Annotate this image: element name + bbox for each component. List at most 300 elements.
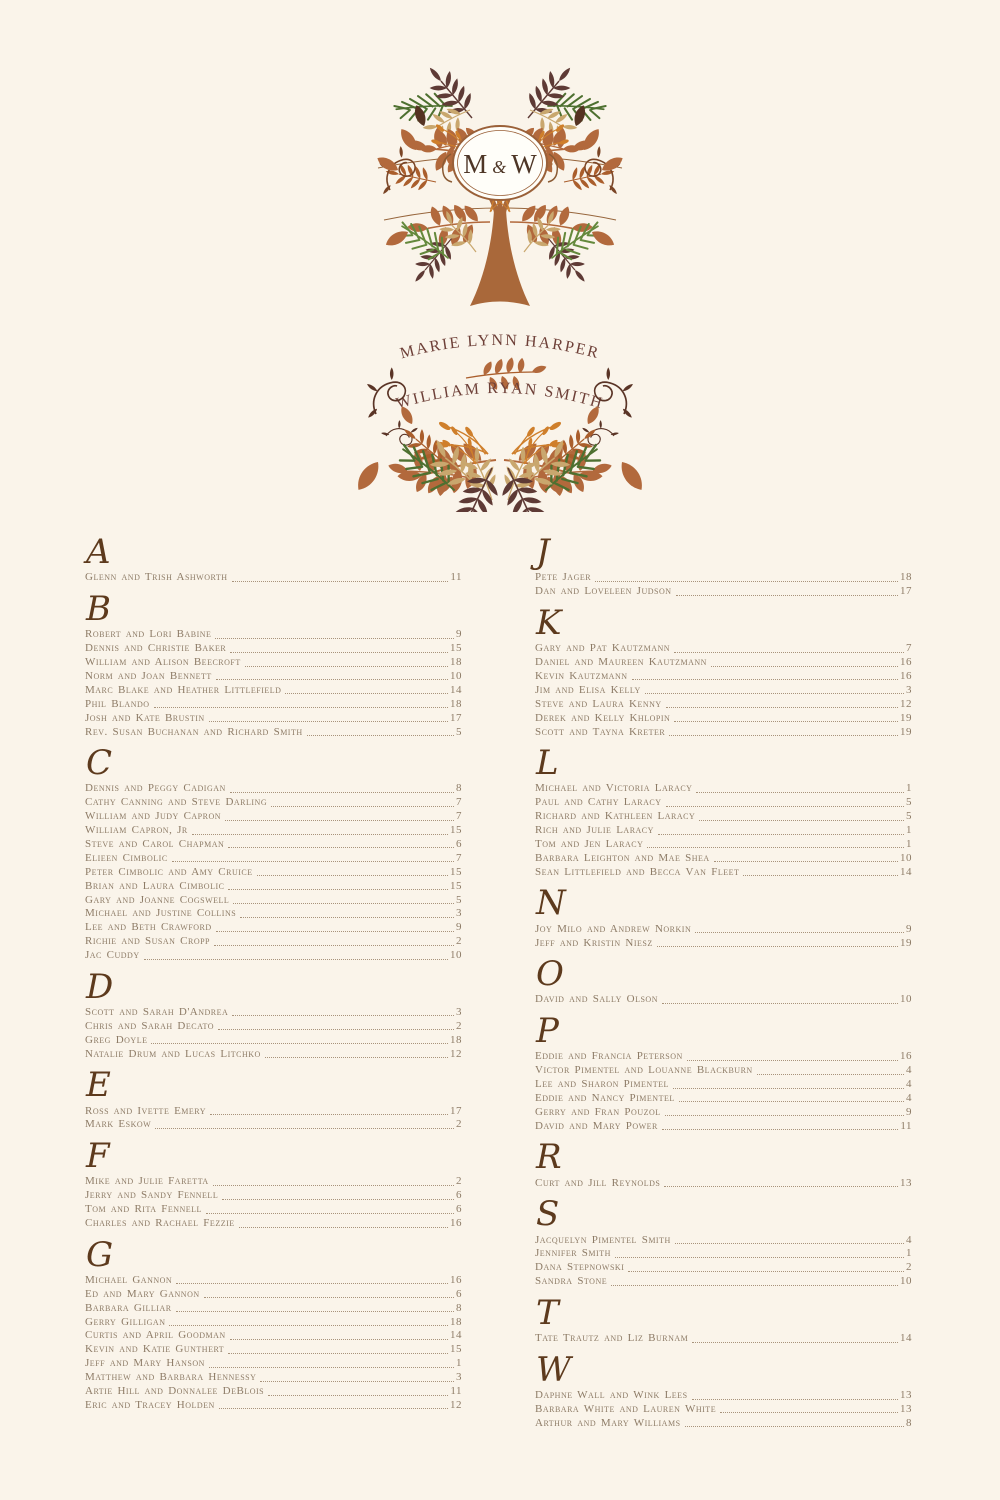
- dotted-leader: [228, 847, 454, 848]
- table-number: 7: [456, 851, 462, 864]
- guest-row: [85, 710, 462, 724]
- section-j: [535, 532, 912, 598]
- guest-name: Jeff and Kristin Niesz: [535, 936, 653, 949]
- guest-row: [535, 696, 912, 710]
- table-number: 16: [450, 1217, 462, 1229]
- guest-row: [85, 864, 462, 878]
- dotted-leader: [209, 721, 448, 722]
- guest-row: [85, 655, 462, 669]
- dotted-leader: [679, 1101, 904, 1102]
- guest-row: [85, 682, 462, 696]
- dotted-leader: [192, 834, 448, 835]
- guest-row: [535, 921, 912, 935]
- dotted-leader: [230, 1339, 448, 1340]
- guest-name: Natalie Drum and Lucas Litchko: [85, 1047, 261, 1060]
- table-number: 1: [456, 1357, 462, 1370]
- guest-name: Charles and Rachael Fezzie: [85, 1217, 235, 1229]
- table-number: 4: [906, 1064, 912, 1077]
- guest-name: Ross and Ivette Emery: [85, 1104, 206, 1117]
- dotted-leader: [674, 652, 904, 653]
- table-number: 1: [906, 824, 912, 837]
- header-artwork: [320, 62, 680, 512]
- guest-name: Glenn and Trish Ashworth: [85, 571, 228, 584]
- dotted-leader: [645, 693, 904, 694]
- guest-name: Tom and Rita Fennell: [85, 1203, 202, 1216]
- dotted-leader: [669, 735, 898, 736]
- guest-name: Scott and Tayna Kreter: [535, 725, 666, 738]
- dotted-leader: [218, 1029, 454, 1030]
- dotted-leader: [176, 1283, 448, 1284]
- dotted-leader: [216, 679, 448, 680]
- dotted-leader: [628, 1271, 904, 1272]
- guest-row: [85, 1300, 462, 1314]
- section-letter: G: [86, 1234, 114, 1275]
- dotted-leader: [154, 707, 448, 708]
- dotted-leader: [228, 889, 448, 890]
- section-letter: L: [536, 743, 559, 784]
- guest-name: Greg Doyle: [85, 1033, 148, 1046]
- section-l: [535, 743, 912, 878]
- guest-row: [535, 864, 912, 878]
- table-number: 5: [906, 796, 912, 809]
- guest-column-left: [85, 532, 462, 1420]
- guest-name: Tom and Jen Laracy: [535, 837, 644, 850]
- table-number: 2: [456, 935, 462, 948]
- table-number: 15: [450, 824, 462, 837]
- guest-name: Marc Blake and Heather Littlefield: [85, 683, 282, 696]
- table-number: 16: [900, 669, 912, 682]
- dotted-leader: [692, 1399, 898, 1400]
- guest-name: Paul and Cathy Laracy: [535, 796, 662, 809]
- guest-name: Gary and Joanne Cogswell: [85, 893, 230, 906]
- guest-name: Daniel and Maureen Kautzmann: [535, 656, 707, 669]
- table-number: 8: [456, 1301, 462, 1314]
- dotted-leader: [615, 1257, 904, 1258]
- section-d: [85, 966, 462, 1061]
- table-number: 5: [906, 810, 912, 823]
- dotted-leader: [673, 1088, 904, 1089]
- guest-row: [535, 992, 912, 1006]
- section-letter: P: [536, 1010, 559, 1051]
- section-g: [85, 1234, 462, 1412]
- section-letter: S: [536, 1194, 560, 1235]
- guest-row: [85, 850, 462, 864]
- dotted-leader: [239, 1227, 448, 1228]
- guest-row: [535, 795, 912, 809]
- section-o: [535, 954, 912, 1006]
- dotted-leader: [151, 1043, 448, 1044]
- table-number: 1: [906, 837, 912, 850]
- guest-row: [535, 1091, 912, 1105]
- guest-row: [85, 892, 462, 906]
- table-number: 2: [906, 1261, 912, 1274]
- table-number: 15: [450, 865, 462, 878]
- guest-name: Jeff and Mary Hanson: [85, 1357, 205, 1370]
- table-number: 17: [900, 585, 912, 598]
- section-r: [535, 1137, 912, 1189]
- guest-name: Gerry and Fran Pouzol: [535, 1105, 661, 1118]
- dotted-leader: [666, 806, 904, 807]
- guest-name: Elieen Cimbolic: [85, 851, 168, 864]
- guest-row: [85, 1046, 462, 1060]
- dotted-leader: [711, 666, 898, 667]
- guest-row: [535, 1402, 912, 1416]
- guest-row: [535, 1246, 912, 1260]
- guest-row: [85, 781, 462, 795]
- guest-row: [535, 1232, 912, 1246]
- dotted-leader: [714, 861, 898, 862]
- section-a: [85, 532, 462, 584]
- table-number: 10: [450, 669, 462, 682]
- guest-name: Daphne Wall and Wink Lees: [535, 1389, 688, 1401]
- dotted-leader: [307, 735, 454, 736]
- dotted-leader: [685, 1426, 904, 1427]
- guest-name: Brian and Laura Cimbolic: [85, 879, 225, 892]
- guest-name: Robert and Lori Babine: [85, 628, 212, 641]
- dotted-leader: [695, 932, 904, 933]
- table-number: 9: [906, 922, 912, 935]
- guest-row: [85, 823, 462, 837]
- guest-row: [85, 809, 462, 823]
- table-number: 1: [906, 782, 912, 795]
- guest-row: [535, 1260, 912, 1274]
- dotted-leader: [210, 1114, 448, 1115]
- section-f: [85, 1135, 462, 1230]
- section-w: [535, 1349, 912, 1430]
- table-number: 2: [456, 1175, 462, 1188]
- table-number: 18: [450, 697, 462, 710]
- dotted-leader: [169, 1325, 448, 1326]
- guest-name: Steve and Carol Chapman: [85, 837, 225, 850]
- table-number: 11: [450, 1385, 462, 1398]
- guest-row: [85, 724, 462, 738]
- dotted-leader: [215, 638, 454, 639]
- guest-name: Richard and Kathleen Laracy: [535, 810, 696, 823]
- guest-row: [535, 641, 912, 655]
- guest-name: Barbara Leighton and Mae Shea: [535, 851, 710, 864]
- table-number: 16: [900, 1050, 912, 1063]
- guest-row: [85, 878, 462, 892]
- table-number: 7: [456, 796, 462, 809]
- table-number: 14: [450, 1329, 462, 1342]
- guest-row: [85, 641, 462, 655]
- guest-name: Artie Hill and Donnalee DeBlois: [85, 1385, 265, 1398]
- guest-name: Jerry and Sandy Fennell: [85, 1189, 219, 1202]
- dotted-leader: [222, 1199, 454, 1200]
- table-number: 7: [456, 810, 462, 823]
- guest-row: [85, 1314, 462, 1328]
- guest-name: Chris and Sarah Decato: [85, 1019, 215, 1032]
- table-number: 11: [450, 571, 462, 584]
- guest-row: [535, 1175, 912, 1189]
- guest-name: Derek and Kelly Khlopin: [535, 711, 671, 724]
- section-letter: B: [86, 588, 111, 629]
- guest-name: Gerry Gilligan: [85, 1315, 166, 1328]
- guest-row: [535, 584, 912, 598]
- guest-row: [535, 669, 912, 683]
- guest-row: [535, 1077, 912, 1091]
- dotted-leader: [230, 792, 454, 793]
- dotted-leader: [232, 581, 449, 582]
- table-number: 4: [906, 1091, 912, 1104]
- guest-name: Barbara Gilliar: [85, 1301, 172, 1314]
- table-number: 6: [456, 1203, 462, 1216]
- table-number: 9: [456, 921, 462, 934]
- dotted-leader: [658, 834, 904, 835]
- guest-name: Lee and Beth Crawford: [85, 921, 212, 934]
- table-number: 6: [456, 1287, 462, 1300]
- guest-name: Michael Gannon: [85, 1273, 173, 1286]
- dotted-leader: [699, 820, 904, 821]
- guest-name: Sandra Stone: [535, 1275, 608, 1288]
- guest-row: [85, 1356, 462, 1370]
- guest-row: [85, 627, 462, 641]
- guest-row: [85, 1005, 462, 1019]
- table-number: 8: [456, 782, 462, 795]
- table-number: 3: [456, 1005, 462, 1018]
- table-number: 14: [900, 865, 912, 878]
- guest-name: Peter Cimbolic and Amy Cruice: [85, 865, 253, 878]
- guest-row: [85, 1117, 462, 1131]
- dotted-leader: [743, 875, 898, 876]
- guest-row: [535, 809, 912, 823]
- section-t: [535, 1292, 912, 1345]
- dotted-leader: [176, 1311, 454, 1312]
- guest-name: Joy Milo and Andrew Norkin: [535, 922, 692, 935]
- guest-row: [535, 1104, 912, 1118]
- guest-row: [535, 682, 912, 696]
- guest-row: [535, 823, 912, 837]
- guest-name: David and Sally Olson: [535, 993, 658, 1006]
- table-number: 9: [906, 1105, 912, 1118]
- guest-column-right: [535, 532, 912, 1438]
- table-number: 12: [900, 697, 912, 710]
- guest-name: Cathy Canning and Steve Darling: [85, 796, 268, 809]
- section-letter: N: [536, 883, 566, 924]
- table-number: 15: [450, 642, 462, 655]
- guest-name: Phil Blando: [85, 697, 150, 710]
- guest-name: Jac Cuddy: [85, 949, 140, 962]
- table-number: 14: [900, 1332, 912, 1345]
- dotted-leader: [172, 861, 454, 862]
- section-p: [535, 1010, 912, 1132]
- dotted-leader: [692, 1342, 898, 1343]
- table-number: 19: [900, 936, 912, 949]
- table-number: 14: [450, 683, 462, 696]
- guest-name: Rev. Susan Buchanan and Richard Smith: [85, 725, 303, 738]
- guest-name: Barbara White and Lauren White: [535, 1402, 717, 1415]
- section-letter: O: [536, 954, 564, 995]
- guest-row: [85, 934, 462, 948]
- guest-name: Lee and Sharon Pimentel: [535, 1078, 669, 1091]
- dotted-leader: [206, 1213, 454, 1214]
- guest-row: [85, 696, 462, 710]
- guest-row: [535, 1118, 912, 1132]
- table-number: 3: [456, 1371, 462, 1384]
- dotted-leader: [271, 806, 454, 807]
- guest-name: Michael and Victoria Laracy: [535, 782, 693, 795]
- tree-illustration: [369, 62, 631, 306]
- table-number: 18: [450, 656, 462, 669]
- guest-name: Curtis and April Goodman: [85, 1329, 226, 1342]
- table-number: 16: [450, 1273, 462, 1286]
- section-b: [85, 588, 462, 738]
- section-letter: C: [86, 743, 113, 784]
- guest-name: Rich and Julie Laracy: [535, 824, 654, 837]
- guest-row: [535, 724, 912, 738]
- guest-row: [535, 781, 912, 795]
- dotted-leader: [230, 652, 448, 653]
- section-letter: F: [86, 1135, 110, 1176]
- guest-row: [85, 570, 462, 584]
- section-letter: W: [536, 1349, 571, 1390]
- guest-row: [85, 1286, 462, 1300]
- guest-row: [85, 1328, 462, 1342]
- table-number: 12: [450, 1398, 462, 1411]
- dotted-leader: [260, 1381, 454, 1382]
- guest-name: Sean Littlefield and Becca Van Fleet: [535, 865, 740, 878]
- table-number: 5: [456, 893, 462, 906]
- guest-name: Steve and Laura Kenny: [535, 697, 662, 710]
- guest-name: Jacquelyn Pimentel Smith: [535, 1233, 671, 1246]
- table-number: 10: [900, 1275, 912, 1288]
- guest-name: Ed and Mary Gannon: [85, 1287, 200, 1300]
- guest-row: [535, 1049, 912, 1063]
- guest-row: [85, 1370, 462, 1384]
- guest-name: Dennis and Peggy Cadigan: [85, 782, 226, 795]
- table-number: 3: [906, 683, 912, 696]
- guest-name: Dennis and Christie Baker: [85, 642, 227, 655]
- guest-row: [85, 1342, 462, 1356]
- groom-name-arc: WILLIAM RYAN SMITH: [394, 379, 606, 413]
- guest-row: [535, 1388, 912, 1402]
- guest-name: Eddie and Nancy Pimentel: [535, 1091, 675, 1104]
- guest-row: [85, 795, 462, 809]
- guest-row: [85, 1018, 462, 1032]
- table-number: 3: [456, 907, 462, 920]
- guest-row: [85, 948, 462, 962]
- table-number: 16: [900, 656, 912, 669]
- guest-name: Eddie and Francia Peterson: [535, 1050, 683, 1063]
- dotted-leader: [228, 1353, 448, 1354]
- dotted-leader: [662, 1129, 899, 1130]
- guest-row: [85, 1384, 462, 1398]
- guest-row: [85, 920, 462, 934]
- guest-name: Arthur and Mary Williams: [535, 1416, 681, 1429]
- guest-name: Mark Eskow: [85, 1118, 152, 1131]
- dotted-leader: [632, 679, 898, 680]
- guest-row: [85, 669, 462, 683]
- dotted-leader: [664, 1186, 898, 1187]
- table-number: 19: [900, 725, 912, 738]
- dotted-leader: [675, 1243, 904, 1244]
- guest-name: William and Judy Capron: [85, 810, 222, 823]
- section-k: [535, 602, 912, 738]
- dotted-leader: [155, 1128, 454, 1129]
- section-letter: R: [536, 1137, 562, 1178]
- table-number: 11: [900, 1119, 912, 1132]
- guest-name: Pete Jager: [535, 571, 592, 584]
- dotted-leader: [225, 820, 454, 821]
- guest-name: Norm and Joan Bennett: [85, 669, 212, 682]
- guest-row: [535, 850, 912, 864]
- table-number: 13: [900, 1176, 912, 1189]
- guest-name: Tate Trautz and Liz Burnam: [535, 1332, 689, 1345]
- table-number: 7: [906, 642, 912, 655]
- guest-row: [85, 837, 462, 851]
- guest-name: William Capron, Jr: [85, 824, 188, 837]
- guest-row: [535, 1415, 912, 1429]
- dotted-leader: [647, 847, 904, 848]
- guest-name: Eric and Tracey Holden: [85, 1398, 215, 1411]
- table-number: 17: [450, 1104, 462, 1117]
- table-number: 15: [450, 879, 462, 892]
- guest-row: [535, 655, 912, 669]
- guest-row: [535, 837, 912, 851]
- guest-row: [85, 1188, 462, 1202]
- section-s: [535, 1194, 912, 1288]
- dotted-leader: [676, 595, 898, 596]
- guest-name: Curt and Jill Reynolds: [535, 1176, 661, 1189]
- dotted-leader: [204, 1297, 454, 1298]
- guest-name: Michael and Justine Collins: [85, 907, 237, 920]
- guest-name: Josh and Kate Brustin: [85, 711, 205, 724]
- section-n: [535, 883, 912, 949]
- dotted-leader: [216, 931, 454, 932]
- dotted-leader: [696, 792, 904, 793]
- table-number: 2: [456, 1019, 462, 1032]
- guest-name: William and Alison Beecroft: [85, 656, 241, 669]
- guest-name: Jennifer Smith: [535, 1247, 611, 1260]
- table-number: 4: [906, 1233, 912, 1246]
- dotted-leader: [219, 1408, 448, 1409]
- section-letter: A: [86, 532, 111, 572]
- table-number: 10: [900, 851, 912, 864]
- dotted-leader: [657, 946, 898, 947]
- section-letter: K: [536, 602, 562, 643]
- guest-row: [85, 1216, 462, 1230]
- table-number: 15: [450, 1343, 462, 1356]
- dotted-leader: [665, 1115, 904, 1116]
- table-number: 6: [456, 837, 462, 850]
- dotted-leader: [257, 875, 448, 876]
- guest-row: [85, 1174, 462, 1188]
- dotted-leader: [611, 1285, 898, 1286]
- table-number: 10: [450, 949, 462, 962]
- table-number: 17: [450, 711, 462, 724]
- table-number: 18: [450, 1315, 462, 1328]
- guest-name: Richie and Susan Cropp: [85, 935, 210, 948]
- guest-row: [85, 906, 462, 920]
- guest-row: [85, 1398, 462, 1412]
- section-c: [85, 743, 462, 962]
- table-number: 18: [450, 1033, 462, 1046]
- section-e: [85, 1065, 462, 1131]
- table-number: 12: [450, 1047, 462, 1060]
- guest-row: [85, 1202, 462, 1216]
- dotted-leader: [213, 1185, 454, 1186]
- table-number: 1: [906, 1247, 912, 1260]
- table-number: 10: [900, 993, 912, 1006]
- dotted-leader: [687, 1060, 898, 1061]
- dotted-leader: [757, 1074, 904, 1075]
- section-letter: D: [86, 966, 114, 1007]
- section-letter: E: [86, 1065, 111, 1106]
- guest-name: Victor Pimentel and Louanne Blackburn: [535, 1064, 753, 1077]
- table-number: 4: [906, 1078, 912, 1091]
- monogram: M & W: [463, 149, 537, 179]
- dotted-leader: [240, 917, 454, 918]
